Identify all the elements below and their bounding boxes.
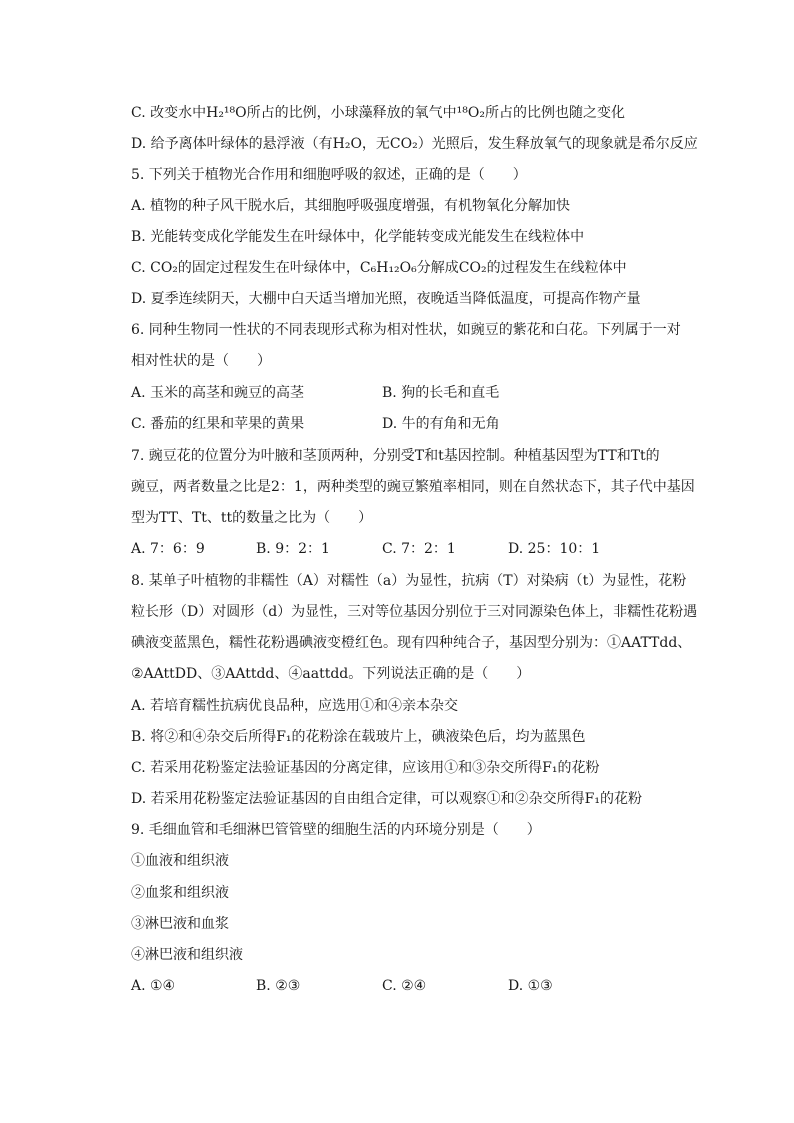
q7-options-row (131, 540, 731, 558)
q9-options-row (131, 977, 731, 995)
q7-option-a: A. 7：6：9 (131, 541, 205, 557)
q7-option-c: C. 7：2：1 (382, 541, 456, 557)
q9-option-b: B. ②③ (256, 978, 301, 994)
q9-option-a: A. ①④ (131, 978, 176, 994)
q6-stem-line-2: 相对性状的是（ ） (131, 353, 271, 369)
q7-option-d: D. 25：10：1 (508, 541, 601, 557)
q4-option-d: D. 给予离体叶绿体的悬浮液（有H₂O，无CO₂）光照后，发生释放氧气的现象就是希尔反应 (131, 136, 698, 152)
q6-options-row-1 (131, 384, 731, 402)
q8-stem-line-1: 8. 某单子叶植物的非糯性（A）对糯性（a）为显性，抗病（T）对染病（t）为显性，花粉 (131, 573, 687, 589)
q8-option-d: D. 若采用花粉鉴定法验证基因的自由组合定律，可以观察①和②杂交所得F₁的花粉 (131, 791, 642, 807)
q8-option-c: C. 若采用花粉鉴定法验证基因的分离定律，应该用①和③杂交所得F₁的花粉 (131, 760, 600, 776)
q6-option-c: C. 番茄的红果和苹果的黄果 (131, 416, 305, 432)
q6-stem-line-1: 6. 同种生物同一性状的不同表现形式称为相对性状，如豌豆的紫花和白花。下列属于一对 (131, 322, 681, 338)
q9-option-c: C. ②④ (382, 978, 427, 994)
q5-option-c: C. CO₂的固定过程发生在叶绿体中，C₆H₁₂O₆分解成CO₂的过程发生在线粒体中 (131, 260, 627, 276)
q6-option-d: D. 牛的有角和无角 (382, 416, 500, 432)
q8-stem-line-4: ②AAttDD、③AAttdd、④aattdd。下列说法正确的是（ ） (131, 666, 531, 682)
q8-option-a: A. 若培育糯性抗病优良品种，应选用①和④亲本杂交 (131, 698, 459, 714)
q5-option-a: A. 植物的种子风干脱水后，其细胞呼吸强度增强，有机物氧化分解加快 (131, 198, 571, 214)
q4-option-c: C. 改变水中H₂¹⁸O所占的比例，小球藻释放的氧气中¹⁸O₂所占的比例也随之变化 (131, 105, 625, 121)
q8-stem-line-2: 粒长形（D）对圆形（d）为显性，三对等位基因分别位于三对同源染色体上，非糯性花粉遇 (131, 604, 698, 620)
q8-option-b: B. 将②和④杂交后所得F₁的花粉涂在载玻片上，碘液染色后，均为蓝黑色 (131, 729, 586, 745)
q7-stem-line-2: 豌豆，两者数量之比是2：1，两种类型的豌豆繁殖率相同，则在自然状态下，其子代中基因 (131, 479, 695, 495)
q9-item-2: ②血浆和组织液 (131, 885, 229, 901)
q9-item-1: ①血液和组织液 (131, 853, 229, 869)
q6-option-b: B. 狗的长毛和直毛 (382, 385, 500, 401)
q9-stem: 9. 毛细血管和毛细淋巴管管壁的细胞生活的内环境分别是（ ） (131, 822, 541, 838)
q6-options-row-2 (131, 415, 731, 433)
q5-stem: 5. 下列关于植物光合作用和细胞呼吸的叙述，正确的是（ ） (131, 167, 527, 183)
q5-option-d: D. 夏季连续阴天，大棚中白天适当增加光照，夜晚适当降低温度，可提高作物产量 (131, 291, 641, 307)
q7-stem-line-3: 型为TT、Tt、tt的数量之比为（ ） (131, 510, 373, 526)
q5-option-b: B. 光能转变成化学能发生在叶绿体中，化学能转变成光能发生在线粒体中 (131, 229, 585, 245)
q9-option-d: D. ①③ (508, 978, 553, 994)
q7-stem-line-1: 7. 豌豆花的位置分为叶腋和茎顶两种，分别受T和t基因控制。种植基因型为TT和Tt的 (131, 448, 660, 464)
q7-option-b: B. 9：2：1 (256, 541, 330, 557)
q9-item-3: ③淋巴液和血浆 (131, 916, 229, 932)
q8-stem-line-3: 碘液变蓝黑色，糯性花粉遇碘液变橙红色。现有四种纯合子，基因型分别为：①AATTdd、 (131, 635, 692, 651)
q6-option-a: A. 玉米的高茎和豌豆的高茎 (131, 385, 305, 401)
q9-item-4: ④淋巴液和组织液 (131, 947, 243, 963)
